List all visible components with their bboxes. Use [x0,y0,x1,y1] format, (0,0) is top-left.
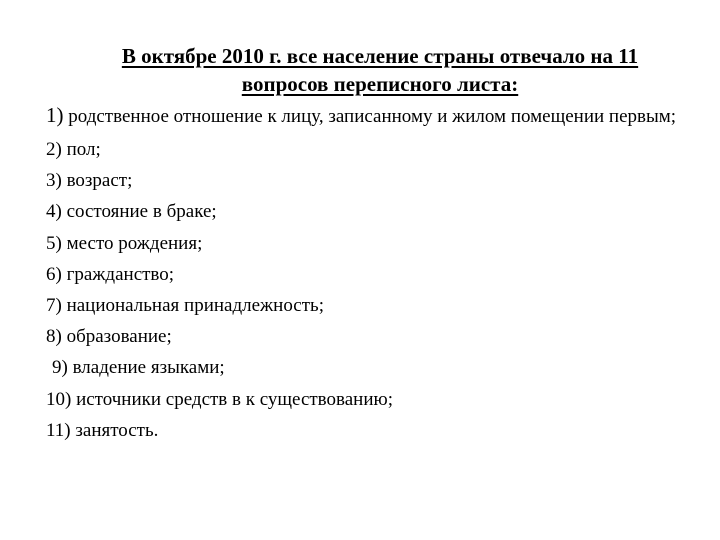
item-number: 10) [46,388,72,410]
item-text: гражданство; [61,263,175,285]
item-text: владение языками; [67,357,225,379]
item-text: состояние в браке; [61,201,217,223]
item-number: 8) [46,326,62,348]
title-line-1: В октябре 2010 г. все население страны отвечало на 11 [121,44,639,68]
item-text: пол; [61,139,101,160]
item-number: 3) [46,170,62,192]
list-item [46,196,716,227]
item-number: 1) [46,103,64,127]
list-item [46,384,716,415]
list-item [46,321,716,352]
item-text: занятость. [70,419,159,441]
item-text: возраст; [61,170,133,192]
item-text: национальная принадлежность; [61,295,324,317]
list-item [46,101,716,131]
item-text: образование; [61,326,172,348]
list-item [46,415,716,446]
list-item [46,259,716,290]
list-item [46,134,716,165]
census-questions-list [46,101,716,446]
title-line-2: вопросов переписного листа: [241,72,519,96]
item-text: место рождения; [61,232,203,254]
item-number: 6) [46,263,62,285]
item-number: 11) [46,419,71,441]
list-item [46,352,716,383]
list-item [46,165,716,196]
item-number: 2) [46,139,62,160]
slide-title [60,42,700,98]
item-number: 7) [46,295,62,317]
list-item [46,290,716,321]
item-text: родственное отношение к лицу, записанному и жилом помещении первым; [63,106,677,127]
item-number: 9) [52,357,68,379]
item-number: 4) [46,201,62,223]
item-text: источники средств в к существованию; [71,388,393,410]
item-number: 5) [46,232,62,254]
list-item [46,228,716,259]
